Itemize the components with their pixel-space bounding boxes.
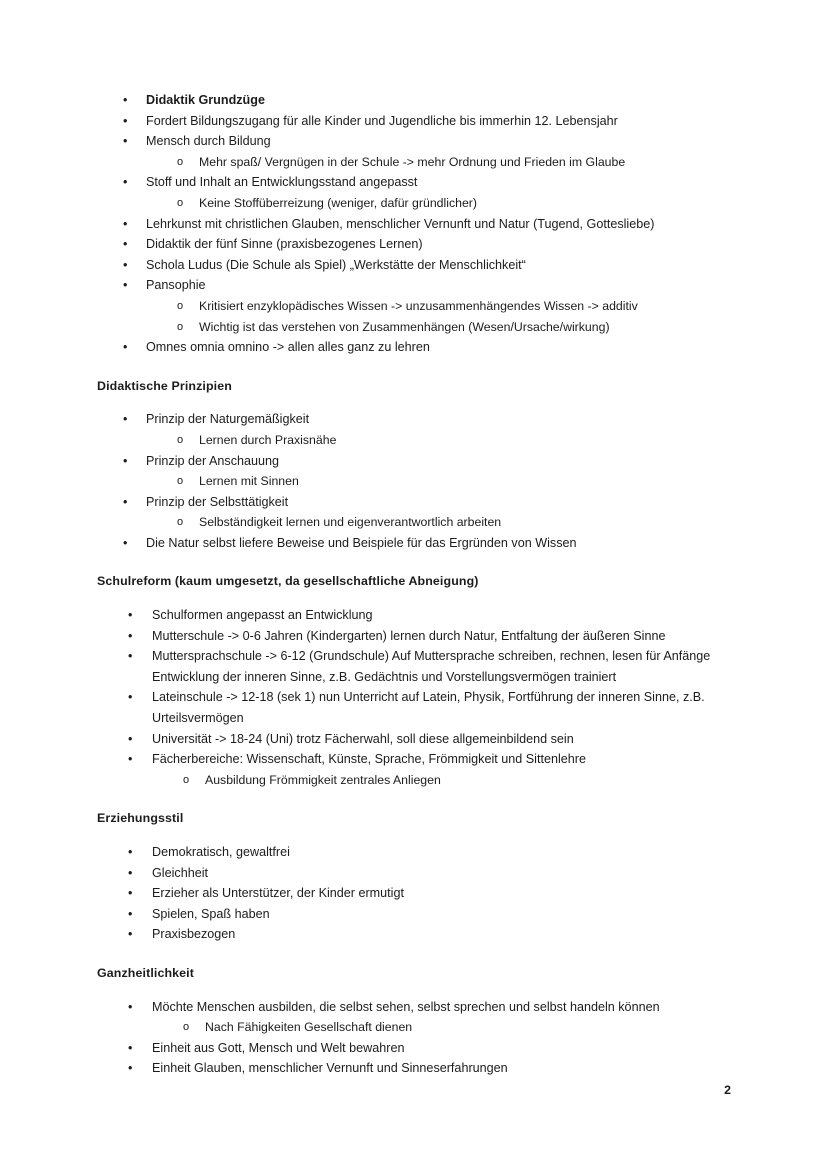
bullet-icon: • bbox=[123, 535, 128, 550]
heading-spacer bbox=[97, 592, 749, 605]
bullet-text: Kritisiert enzyklopädisches Wissen -> unzusammenhängendes Wissen -> additiv bbox=[199, 298, 638, 313]
bullet-list-schulreform bbox=[97, 605, 749, 790]
bullet-text: Prinzip der Anschauung bbox=[146, 453, 280, 468]
bullet-list-erziehungsstil bbox=[97, 842, 749, 945]
bullet-item bbox=[97, 533, 749, 554]
bullet-text: Mensch durch Bildung bbox=[146, 134, 271, 149]
bullet-icon: • bbox=[123, 278, 128, 293]
bullet-text: Lernen mit Sinnen bbox=[199, 474, 299, 489]
bullet-icon: • bbox=[123, 412, 128, 427]
bullet-item bbox=[97, 131, 749, 152]
bullet-text: Einheit Glauben, menschlicher Vernunft und Sinneserfahrungen bbox=[152, 1061, 508, 1076]
bullet-text: Lehrkunst mit christlichen Glauben, menschlicher Vernunft und Natur (Tugend, Gottesliebe) bbox=[146, 216, 655, 231]
bullet-item bbox=[97, 749, 749, 770]
bullet-text: Spielen, Spaß haben bbox=[152, 906, 270, 921]
bullet-list-didaktische-prinzipien bbox=[97, 409, 749, 553]
bullet-text: Prinzip der Selbsttätigkeit bbox=[146, 494, 289, 509]
bullet-text: Pansophie bbox=[146, 278, 206, 293]
bullet-text: Didaktik Grundzüge bbox=[146, 93, 265, 107]
sub-bullet-item bbox=[97, 193, 749, 214]
sub-bullet-item bbox=[97, 317, 749, 338]
bullet-item bbox=[97, 904, 749, 925]
bullet-item bbox=[97, 626, 749, 647]
bullet-icon: • bbox=[128, 906, 133, 921]
bullet-text: Stoff und Inhalt an Entwicklungsstand angepasst bbox=[146, 175, 418, 190]
bullet-icon: • bbox=[123, 237, 128, 252]
bullet-text: Lernen durch Praxisnähe bbox=[199, 432, 337, 447]
bullet-item bbox=[97, 337, 749, 358]
bullet-text: Prinzip der Naturgemäßigkeit bbox=[146, 412, 310, 427]
bullet-icon: • bbox=[128, 865, 133, 880]
bullet-text: Praxisbezogen bbox=[152, 927, 236, 942]
heading-spacer bbox=[97, 984, 749, 997]
bullet-icon: • bbox=[128, 1061, 133, 1076]
bullet-item bbox=[97, 1058, 749, 1079]
sub-bullet-item bbox=[97, 296, 749, 317]
bullet-icon: • bbox=[123, 340, 128, 355]
bullet-item bbox=[97, 172, 749, 193]
bullet-text: Mehr spaß/ Vergnügen in der Schule -> mehr Ordnung und Frieden im Glaube bbox=[199, 154, 626, 169]
bullet-item bbox=[97, 90, 749, 111]
bullet-item bbox=[97, 255, 749, 276]
circle-bullet-icon: o bbox=[177, 299, 184, 312]
bullet-item bbox=[97, 492, 749, 513]
circle-bullet-icon: o bbox=[183, 773, 190, 786]
bullet-item bbox=[97, 234, 749, 255]
bullet-item bbox=[97, 863, 749, 884]
sub-bullet-item bbox=[97, 471, 749, 492]
bullet-icon: • bbox=[128, 752, 133, 767]
bullet-text: Demokratisch, gewaltfrei bbox=[152, 845, 290, 859]
bullet-list-ganzheitlichkeit bbox=[97, 997, 749, 1079]
bullet-item bbox=[97, 214, 749, 235]
bullet-list-didaktik-grundzuege bbox=[97, 90, 749, 358]
circle-bullet-icon: o bbox=[177, 516, 184, 529]
bullet-item bbox=[97, 605, 749, 626]
bullet-text: Möchte Menschen ausbilden, die selbst sehen, selbst sprechen und selbst handeln können bbox=[152, 999, 660, 1014]
bullet-icon: • bbox=[123, 216, 128, 231]
bullet-text: Lateinschule -> 12-18 (sek 1) nun Unterricht auf Latein, Physik, Fortführung der inneren Sinne, z.B. Urteilsvermögen bbox=[152, 690, 705, 726]
circle-bullet-icon: o bbox=[177, 320, 184, 333]
bullet-item bbox=[97, 997, 749, 1018]
bullet-icon: • bbox=[128, 690, 133, 705]
bullet-icon: • bbox=[128, 886, 133, 901]
bullet-icon: • bbox=[128, 845, 133, 859]
bullet-icon: • bbox=[123, 257, 128, 272]
bullet-text: Erzieher als Unterstützer, der Kinder ermutigt bbox=[152, 886, 404, 901]
heading-spacer bbox=[97, 396, 749, 409]
section-spacer bbox=[97, 553, 749, 571]
bullet-icon: • bbox=[128, 731, 133, 746]
bullet-item bbox=[97, 275, 749, 296]
bullet-text: Schola Ludus (Die Schule als Spiel) „Werkstätte der Menschlichkeit“ bbox=[146, 257, 526, 272]
sub-bullet-item bbox=[97, 1017, 749, 1038]
bullet-item bbox=[97, 924, 749, 945]
bullet-text: Fächerbereiche: Wissenschaft, Künste, Sprache, Frömmigkeit und Sittenlehre bbox=[152, 752, 586, 767]
bullet-icon: • bbox=[123, 453, 128, 468]
bullet-text: Universität -> 18-24 (Uni) trotz Fächerwahl, soll diese allgemeinbildend sein bbox=[152, 731, 574, 746]
section-heading-erziehungsstil: Erziehungsstil bbox=[97, 811, 184, 826]
bullet-icon: • bbox=[128, 999, 133, 1014]
bullet-text: Die Natur selbst liefere Beweise und Beispiele für das Ergründen von Wissen bbox=[146, 535, 577, 550]
sub-bullet-item bbox=[97, 152, 749, 173]
bullet-text: Keine Stoffüberreizung (weniger, dafür gründlicher) bbox=[199, 195, 477, 210]
circle-bullet-icon: o bbox=[177, 433, 184, 446]
bullet-icon: • bbox=[128, 608, 133, 623]
bullet-text: Muttersprachschule -> 6-12 (Grundschule) Auf Muttersprache schreiben, rechnen, lesen für Anfänge Entwicklung der inneren Sinne, z.B. Gedächtnis und Vorstellungsvermögen trainiert bbox=[152, 649, 711, 684]
circle-bullet-icon: o bbox=[177, 196, 184, 209]
sub-bullet-item bbox=[97, 770, 749, 791]
bullet-icon: • bbox=[123, 175, 128, 190]
circle-bullet-icon: o bbox=[177, 475, 184, 488]
bullet-text: Omnes omnia omnino -> allen alles ganz zu lehren bbox=[146, 340, 430, 355]
circle-bullet-icon: o bbox=[177, 155, 184, 168]
sub-bullet-item bbox=[97, 512, 749, 533]
section-heading-schulreform: Schulreform (kaum umgesetzt, da gesellschaftliche Abneigung) bbox=[97, 574, 479, 589]
sections-container bbox=[97, 90, 749, 1079]
section-spacer bbox=[97, 945, 749, 963]
bullet-item bbox=[97, 729, 749, 750]
bullet-text: Nach Fähigkeiten Gesellschaft dienen bbox=[205, 1020, 413, 1035]
bullet-item bbox=[97, 646, 749, 687]
bullet-icon: • bbox=[123, 134, 128, 149]
bullet-text: Fordert Bildungszugang für alle Kinder und Jugendliche bis immerhin 12. Lebensjahr bbox=[146, 113, 618, 128]
bullet-item bbox=[97, 687, 749, 728]
bullet-text: Einheit aus Gott, Mensch und Welt bewahren bbox=[152, 1040, 405, 1055]
bullet-text: Selbständigkeit lernen und eigenverantwortlich arbeiten bbox=[199, 515, 502, 530]
heading-spacer bbox=[97, 829, 749, 842]
bullet-icon: • bbox=[128, 927, 133, 942]
section-heading-didaktische-prinzipien: Didaktische Prinzipien bbox=[97, 378, 232, 393]
bullet-text: Gleichheit bbox=[152, 865, 209, 880]
bullet-icon: • bbox=[123, 494, 128, 509]
bullet-icon: • bbox=[128, 628, 133, 643]
bullet-icon: • bbox=[123, 113, 128, 128]
bullet-item bbox=[97, 883, 749, 904]
section-spacer bbox=[97, 790, 749, 808]
circle-bullet-icon: o bbox=[183, 1021, 190, 1034]
bullet-text: Wichtig ist das verstehen von Zusammenhängen (Wesen/Ursache/wirkung) bbox=[199, 319, 610, 334]
section-heading-ganzheitlichkeit: Ganzheitlichkeit bbox=[97, 965, 195, 980]
bullet-text: Schulformen angepasst an Entwicklung bbox=[152, 608, 373, 623]
document-body bbox=[97, 90, 749, 1079]
sub-bullet-item bbox=[97, 430, 749, 451]
page-number: 2 bbox=[724, 1083, 731, 1097]
bullet-icon: • bbox=[128, 649, 133, 664]
bullet-item bbox=[97, 842, 749, 863]
bullet-item bbox=[97, 451, 749, 472]
bullet-text: Didaktik der fünf Sinne (praxisbezogenes Lernen) bbox=[146, 237, 423, 252]
bullet-item bbox=[97, 1038, 749, 1059]
bullet-item bbox=[97, 111, 749, 132]
section-spacer bbox=[97, 358, 749, 376]
bullet-icon: • bbox=[128, 1040, 133, 1055]
bullet-icon: • bbox=[123, 93, 128, 107]
bullet-text: Mutterschule -> 0-6 Jahren (Kindergarten) lernen durch Natur, Entfaltung der äußeren Sinne bbox=[152, 628, 666, 643]
bullet-item bbox=[97, 409, 749, 430]
bullet-text: Ausbildung Frömmigkeit zentrales Anliegen bbox=[205, 772, 441, 787]
